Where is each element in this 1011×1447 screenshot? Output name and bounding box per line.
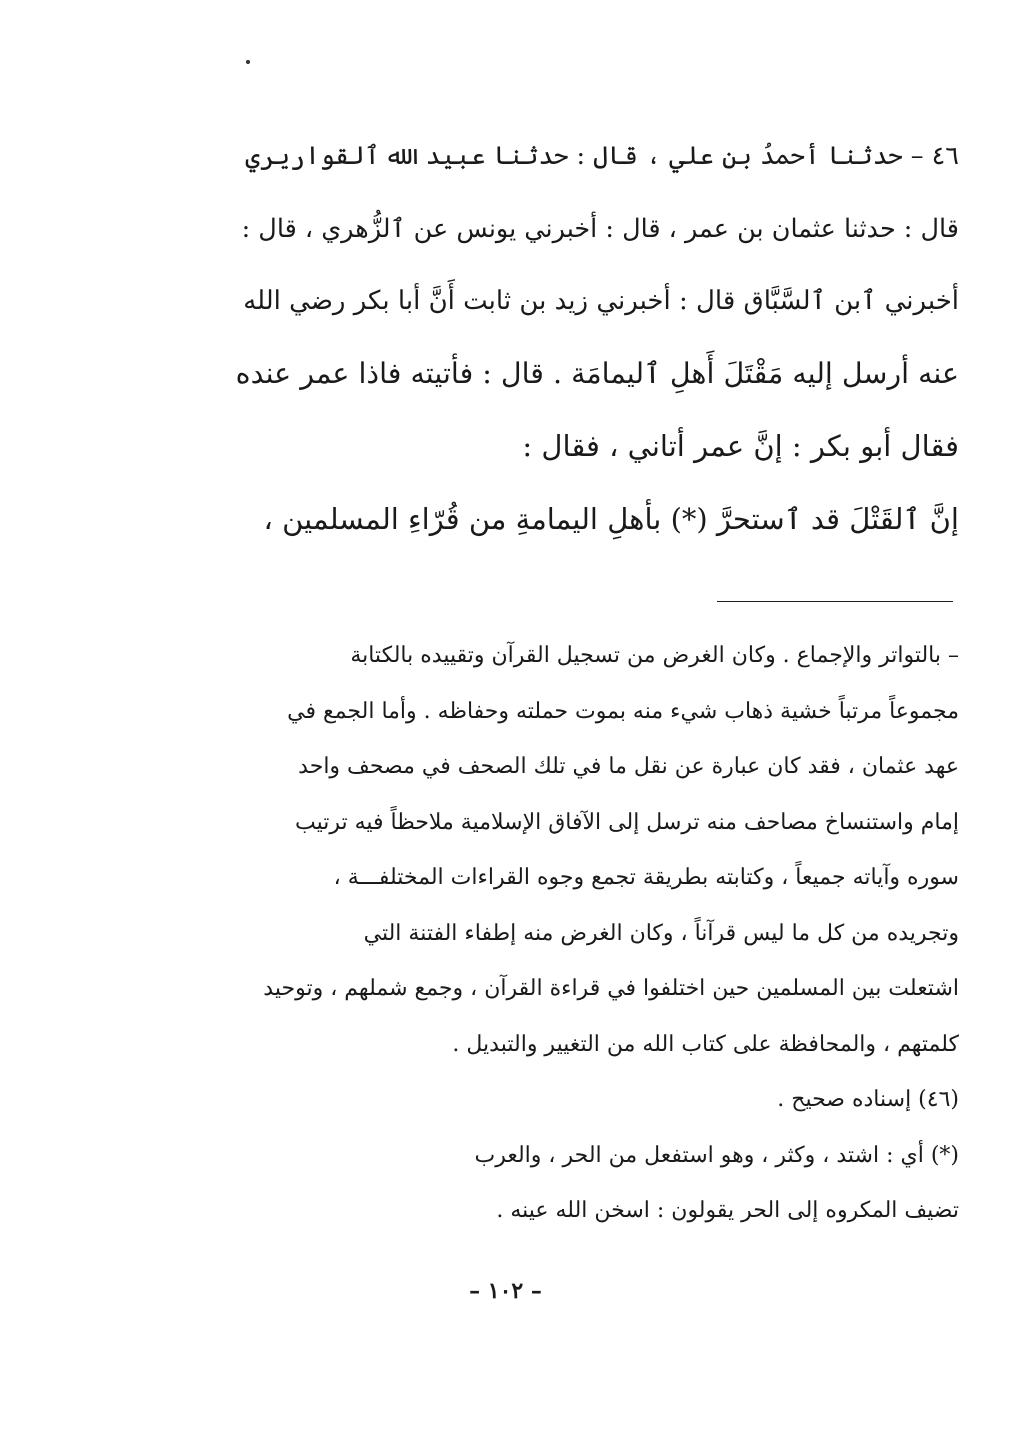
footnote-line: وتجريده من كل ما ليس قرآناً ، وكان الغرض منه إطفاء الفتنة التي [363,920,959,946]
footnote-line: كلمتهم ، والمحافظة على كتاب الله من التغيير والتبديل . [452,1031,959,1057]
footnote-line: إمام واستنساخ مصاحف منه ترسل إلى الآفاق الإسلامية ملاحظاً فيه ترتيب [294,809,959,835]
footnote-line: سوره وآياته جميعاً ، وكتابته بطريقة تجمع وجوه القراءات المختلفـــة ، [333,865,959,890]
footnotes [234,628,959,1239]
page-number: – ١٠٢ – [469,1278,542,1304]
footnote-line: (*) أي : اشتد ، وكثر ، وهو استفعل من الحر ، والعرب [474,1142,959,1168]
hadith-text [234,120,959,555]
scan-speck [246,60,250,64]
footnote-line: مجموعاً مرتباً خشية ذهاب شيء منه بموت حملته وحفاظه . وأما الجمع في [287,698,959,724]
hadith-line: قال : حدثنا عثمان بن عمر ، قال : أخبرني يونس عن ٱلزُّهري ، قال : [241,213,959,244]
hadith-line: فقال أبو بكر : إنَّ عمر أتاني ، فقال : [522,429,959,463]
footnote-line: عهد عثمان ، فقد كان عبارة عن نقل ما في تلك الصحف في مصحف واحد [298,754,959,779]
footnote-line: – بالتواتر والإجماع . وكان الغرض من تسجيل القرآن وتقييده بالكتابة [350,643,959,668]
hadith-line: ٤٦ – حدثنا أحمدُ بن علي ، قال : حدثنا عبيد الله ٱلقواريري [245,141,959,171]
footnote-separator [717,601,953,602]
footnote-line: اشتعلت بين المسلمين حين اختلفوا في قراءة القرآن ، وجمع شملهم ، وتوحيد [263,976,959,1001]
footnote-line: (٤٦) إسناده صحيح . [777,1087,959,1112]
hadith-line: أخبرني ٱبن ٱلسَّبَّاق قال : أخبرني زيد بن ثابت أَنَّ أبا بكر رضي الله [243,286,959,316]
hadith-line: إنَّ ٱلقَتْلَ قد ٱستحرَّ (*) بأهلِ اليمامةِ من قُرّاءِ المسلمين ، [263,501,959,536]
hadith-line: عنه أرسل إليه مَقْتَلَ أَهلِ ٱليمامَة . قال : فأتيته فاذا عمر عنده [235,356,959,390]
footnote-line: تضيف المكروه إلى الحر يقولون : اسخن الله عينه . [496,1198,959,1223]
